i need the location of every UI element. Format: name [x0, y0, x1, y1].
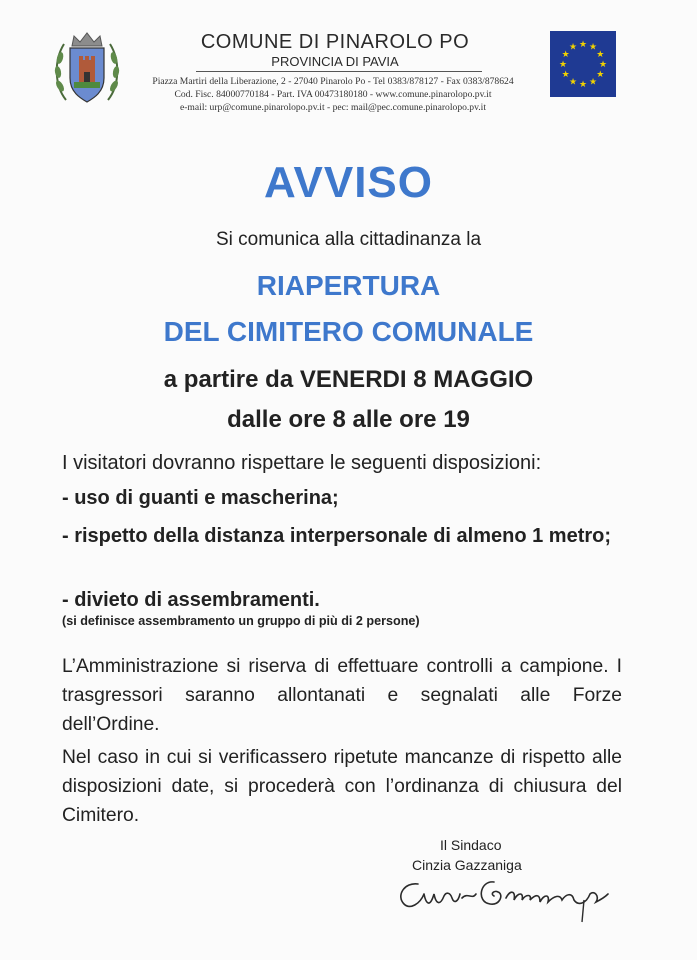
eu-star-icon: ★: [561, 70, 570, 80]
eu-star-icon: ★: [578, 40, 588, 50]
notice-intro: Si comunica alla cittadinanza la: [215, 229, 482, 250]
rule-note: (si definisce assembramento un gruppo di più di 2 persone): [62, 614, 420, 628]
headline-line-1: RIAPERTURA: [256, 270, 441, 301]
address-line: Piazza Martiri della Liberazione, 2 - 27040 Pinarolo Po - Tel 0383/878127 - Fax 0383/878624: [152, 76, 514, 87]
tax-line: Cod. Fisc. 84000770184 - Part. IVA 00473180180 - www.comune.pinarolopo.pv.it: [174, 89, 492, 100]
eu-star-icon: ★: [558, 60, 568, 70]
hours-line: dalle ore 8 alle ore 19: [227, 406, 470, 433]
eu-star-icon: ★: [596, 50, 605, 60]
controls-paragraph: L’Amministrazione si riserva di effettuare controlli a campione. I trasgressori saranno allontanati e segnalati alle Forze dell’Ordine.: [62, 656, 622, 735]
date-line: a partire da VENERDI 8 MAGGIO: [163, 366, 534, 393]
eu-star-icon: ★: [568, 42, 578, 53]
headline-line-2: DEL CIMITERO COMUNALE: [163, 316, 534, 347]
rule-item: - uso di guanti e mascherina;: [62, 487, 339, 509]
eu-star-icon: ★: [561, 50, 570, 60]
eu-star-icon: ★: [596, 70, 605, 80]
eu-star-icon: ★: [568, 77, 578, 88]
signature-role: [440, 837, 501, 855]
eu-star-icon: ★: [588, 42, 598, 53]
signer-name: Cinzia Gazzaniga: [412, 857, 522, 873]
eu-star-icon: ★: [578, 80, 588, 90]
rules-intro: I visitatori dovranno rispettare le seguenti disposizioni:: [62, 452, 542, 474]
rule-item: - rispetto della distanza interpersonale di almeno 1 metro;: [62, 525, 612, 547]
email-line: e-mail: urp@comune.pinarolopo.pv.it - pec: mail@pec.comune.pinarolopo.pv.it: [179, 102, 487, 113]
eu-star-icon: ★: [598, 60, 608, 70]
org-name: COMUNE DI PINAROLO PO: [200, 31, 470, 53]
closure-paragraph: Nel caso in cui si verificassero ripetute mancanze di rispetto alle disposizioni date, si procederà con l’ordinanza di chiusura del Cimitero.: [62, 747, 622, 826]
rule-item: - divieto di assembramenti.: [62, 589, 320, 611]
municipal-crest-icon: [52, 30, 122, 110]
signer-role: Il Sindaco: [440, 837, 502, 853]
handwritten-signature: [390, 864, 620, 924]
notice-title: AVVISO: [263, 158, 433, 207]
eu-flag-icon: [550, 31, 616, 97]
org-province: PROVINCIA DI PAVIA: [271, 54, 399, 69]
eu-star-icon: ★: [588, 77, 598, 88]
header-divider: [196, 71, 482, 72]
